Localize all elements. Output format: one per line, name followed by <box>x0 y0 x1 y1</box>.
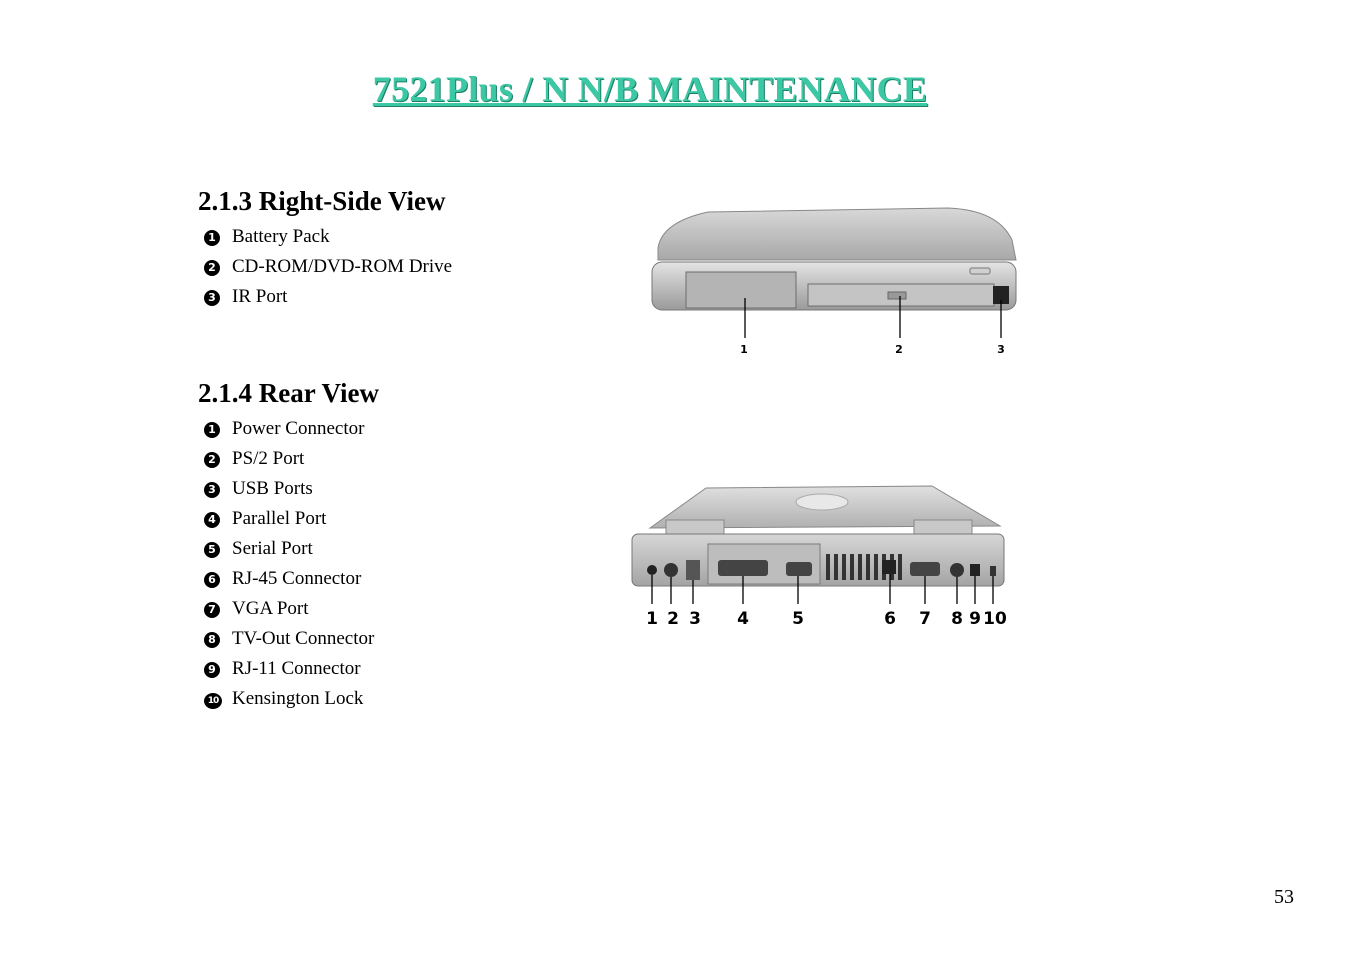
callout-label: 2 <box>667 609 679 629</box>
list-item <box>204 444 374 474</box>
callout-label: 3 <box>997 343 1005 356</box>
item-label: USB Ports <box>232 478 313 499</box>
number-badge: 2 <box>204 260 220 276</box>
number-badge: 7 <box>204 602 220 618</box>
item-label: Battery Pack <box>232 226 330 247</box>
number-badge: 3 <box>204 482 220 498</box>
callout-label: 3 <box>689 609 701 629</box>
callout-label: 10 <box>983 609 1007 629</box>
callout-label: 1 <box>646 609 658 629</box>
section-heading-right-side: 2.1.3 Right-Side View <box>198 186 446 216</box>
item-label: IR Port <box>232 286 288 307</box>
callout-label: 1 <box>740 343 748 356</box>
list-item <box>204 414 374 444</box>
list-item <box>204 252 452 282</box>
right-side-view-photo <box>648 200 1020 360</box>
document-title: 7521Plus / N N/B MAINTENANCE <box>372 69 928 109</box>
callout-label: 2 <box>895 343 903 356</box>
list-item <box>204 594 374 624</box>
list-item <box>204 222 452 252</box>
number-badge: 1 <box>204 422 220 438</box>
callout-label: 6 <box>884 609 896 629</box>
item-label: VGA Port <box>232 598 309 619</box>
item-label: Parallel Port <box>232 508 327 529</box>
number-badge: 1 <box>204 230 220 246</box>
number-badge: 6 <box>204 572 220 588</box>
item-label: RJ-45 Connector <box>232 568 362 589</box>
item-label: TV-Out Connector <box>232 628 375 649</box>
list-item <box>204 624 374 654</box>
item-label: PS/2 Port <box>232 448 305 469</box>
list-item <box>204 282 452 312</box>
list-item <box>204 534 374 564</box>
number-badge: 2 <box>204 452 220 468</box>
item-label: Serial Port <box>232 538 313 559</box>
item-label: Kensington Lock <box>232 688 364 709</box>
callout-label: 7 <box>919 609 931 629</box>
rear-view-item-list <box>204 414 374 714</box>
list-item <box>204 654 374 684</box>
number-badge: 5 <box>204 542 220 558</box>
number-badge: 8 <box>204 632 220 648</box>
number-badge: 9 <box>204 662 220 678</box>
rear-view-photo <box>626 480 1012 630</box>
page-number: 53 <box>1274 886 1294 908</box>
list-item <box>204 684 374 714</box>
right-side-item-list <box>204 222 452 312</box>
number-badge: 3 <box>204 290 220 306</box>
section-heading-rear-view: 2.1.4 Rear View <box>198 378 379 408</box>
callout-label: 8 <box>951 609 963 629</box>
number-badge: 4 <box>204 512 220 528</box>
list-item <box>204 564 374 594</box>
item-label: Power Connector <box>232 418 365 439</box>
item-label: CD-ROM/DVD-ROM Drive <box>232 256 453 277</box>
list-item <box>204 474 374 504</box>
callout-label: 4 <box>737 609 749 629</box>
callout-label: 9 <box>969 609 981 629</box>
list-item <box>204 504 374 534</box>
callout-label: 5 <box>792 609 804 629</box>
number-badge: 10 <box>204 693 222 709</box>
item-label: RJ-11 Connector <box>232 658 361 679</box>
